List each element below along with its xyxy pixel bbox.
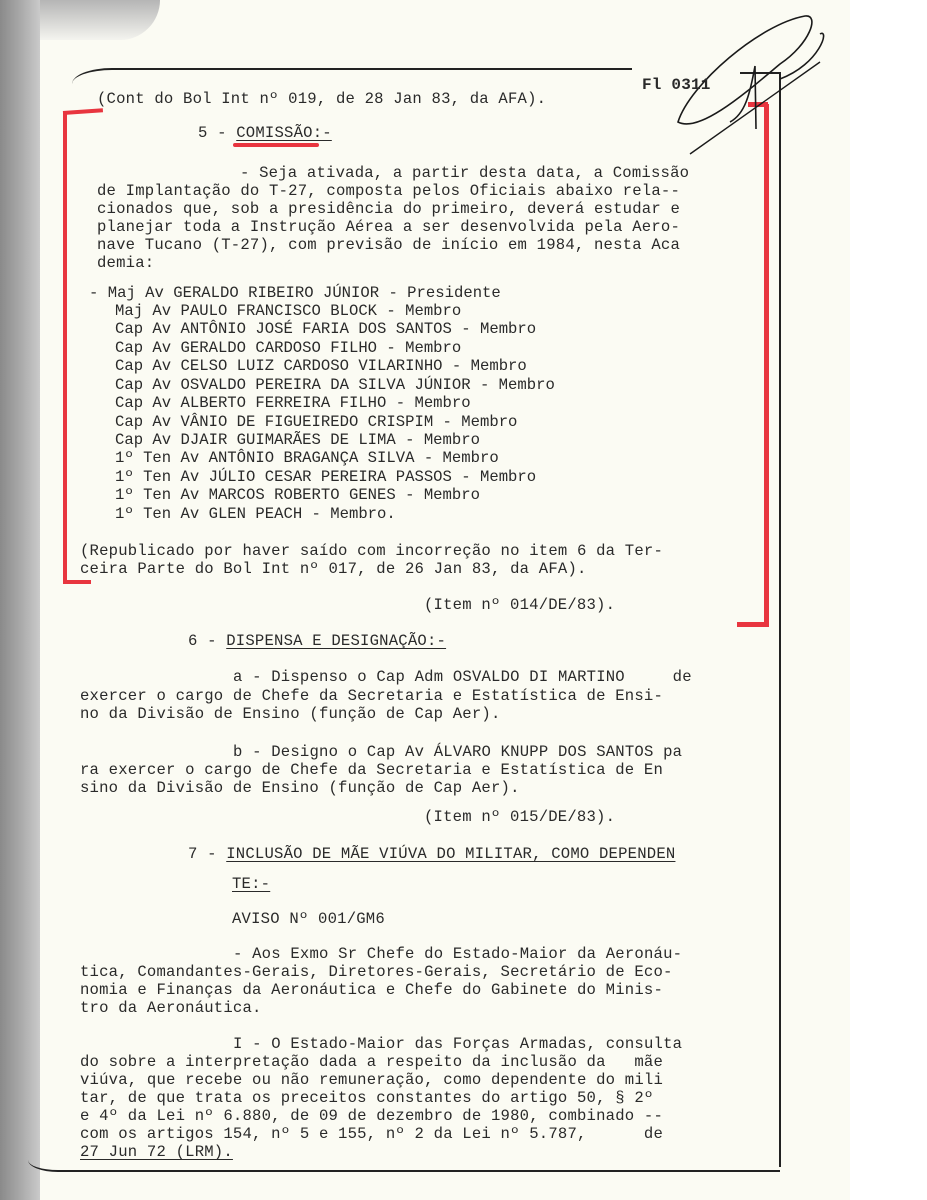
committee-member: Cap Av ANTÔNIO JOSÉ FARIA DOS SANTOS - Membro (115, 320, 537, 338)
page-stamp: Fl 0311 (642, 76, 711, 94)
section-6b-line: ra exercer o cargo de Chefe da Secretaria e Estatística de En (80, 761, 664, 779)
committee-member: 1º Ten Av ANTÔNIO BRAGANÇA SILVA - Membro (115, 449, 499, 467)
section-6a-line: exercer o cargo de Chefe da Secretaria e Estatística de Ensi- (80, 687, 664, 705)
aviso-address-line: nomia e Finanças da Aeronáutica e Chefe do Gabinete do Minis- (80, 981, 664, 999)
committee-member: 1º Ten Av MARCOS ROBERTO GENES - Membro (115, 486, 480, 504)
committee-member: Cap Av OSVALDO PEREIRA DA SILVA JÚNIOR - Membro (115, 376, 555, 394)
aviso-address-line: tica, Comandantes-Gerais, Diretores-Gerais, Secretário de Eco- (80, 963, 673, 981)
section-5-paragraph-line: nave Tucano (T-27), com previsão de início em 1984, nesta Aca (97, 236, 681, 254)
red-underline-comissao (233, 143, 319, 147)
committee-member: Cap Av CELSO LUIZ CARDOSO VILARINHO - Membro (115, 357, 527, 375)
paragraph-I-line: viúva, que recebe ou não remuneração, como dependente do mili (80, 1071, 664, 1089)
section-6a-line: no da Divisão de Ensino (função de Cap Aer). (80, 705, 501, 723)
scan-margin (850, 0, 927, 1200)
paragraph-I-line: e 4º da Lei nº 6.880, de 09 de dezembro de 1980, combinado -- (80, 1107, 664, 1125)
republication-note-line: (Republicado por haver saído com incorreção no item 6 da Ter- (80, 542, 664, 560)
committee-member: 1º Ten Av JÚLIO CESAR PEREIRA PASSOS - Membro (115, 468, 537, 486)
committee-member: Cap Av VÂNIO DE FIGUEIREDO CRISPIM - Membro (115, 413, 518, 431)
section-5-number: 5 - (198, 124, 237, 142)
section-7-title: INCLUSÃO DE MÃE VIÚVA DO MILITAR, COMO DEPENDEN (226, 845, 676, 863)
section-5-heading (198, 124, 332, 142)
red-bracket-right (764, 104, 769, 626)
section-6a-line: a - Dispenso o Cap Adm OSVALDO DI MARTINO de (233, 668, 692, 686)
aviso-address-line: - Aos Exmo Sr Chefe do Estado-Maior da Aeronáu- (233, 945, 683, 963)
red-bracket-left (63, 113, 67, 583)
section-6-number: 6 - (188, 632, 227, 650)
section-7-title-continued: TE:- (232, 875, 271, 893)
paragraph-I-line: do sobre a interpretação dada a respeito da inclusão da mãe (80, 1053, 664, 1071)
continuation-header: (Cont do Bol Int nº 019, de 28 Jan 83, da AFA). (97, 90, 547, 108)
paragraph-I-line: 27 Jun 72 (LRM). (80, 1143, 233, 1161)
section-7-number: 7 - (188, 845, 227, 863)
committee-member: Cap Av GERALDO CARDOSO FILHO - Membro (115, 339, 462, 357)
committee-member: Cap Av DJAIR GUIMARÃES DE LIMA - Membro (115, 431, 480, 449)
section-5-paragraph-line: planejar toda a Instrução Aérea a ser desenvolvida pela Aero- (97, 218, 681, 236)
committee-member: Maj Av PAULO FRANCISCO BLOCK - Membro (115, 302, 462, 320)
section-5-paragraph-line: demia: (97, 254, 155, 272)
aviso-address-line: tro da Aeronáutica. (80, 999, 262, 1017)
section-5-paragraph-line: - Seja ativada, a partir desta data, a Comissão (240, 164, 690, 182)
paragraph-I-line: tar, de que trata os preceitos constantes do artigo 50, § 2º (80, 1089, 654, 1107)
section-5-paragraph-line: de Implantação do T-27, composta pelos Oficiais abaixo rela-- (97, 182, 681, 200)
section-5-item-ref: (Item nº 014/DE/83). (424, 596, 616, 614)
committee-member: Cap Av ALBERTO FERREIRA FILHO - Membro (115, 394, 471, 412)
section-6b-line: sino da Divisão de Ensino (função de Cap Aer). (80, 779, 520, 797)
frame-line-right (779, 72, 781, 1167)
aviso-number: AVISO Nº 001/GM6 (232, 910, 385, 928)
section-5-title: COMISSÃO:- (236, 124, 332, 142)
committee-member: - Maj Av GERALDO RIBEIRO JÚNIOR - Presidente (89, 284, 501, 302)
committee-member: 1º Ten Av GLEN PEACH - Membro. (115, 505, 396, 523)
section-6-item-ref: (Item nº 015/DE/83). (424, 808, 616, 826)
frame-line-top (72, 68, 632, 90)
paragraph-I-line: I - O Estado-Maior das Forças Armadas, consulta (233, 1035, 683, 1053)
red-bracket-right-bottom (737, 622, 769, 627)
section-6-title: DISPENSA E DESIGNAÇÃO:- (226, 632, 447, 650)
paragraph-I-line: com os artigos 154, nº 5 e 155, nº 2 da Lei nº 5.787, de (80, 1125, 664, 1143)
section-5-paragraph-line: cionados que, sob a presidência do primeiro, deverá estudar e (97, 200, 681, 218)
section-6b-line: b - Designo o Cap Av ÁLVARO KNUPP DOS SANTOS pa (233, 743, 683, 761)
section-7-heading (188, 845, 675, 863)
section-6-heading (188, 632, 446, 650)
red-bracket-left-bottom (63, 580, 91, 584)
republication-note-line: ceira Parte do Bol Int nº 017, de 26 Jan 83, da AFA). (80, 560, 587, 578)
